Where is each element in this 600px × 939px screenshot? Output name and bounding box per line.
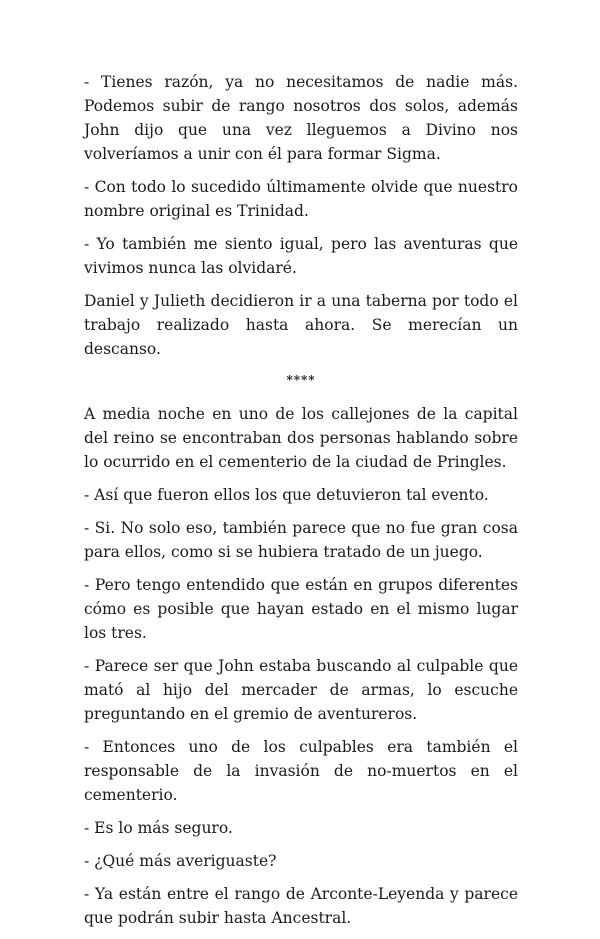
narration-paragraph: A media noche en uno de los callejones de la capital del reino se encontraban dos personas hablando sobre lo ocurrido en el cementerio de la ciudad de Pringles. xyxy=(84,405,518,471)
dialogue-paragraph: - Así que fueron ellos los que detuvieron tal evento. xyxy=(84,486,489,504)
dialogue-paragraph: - Parece ser que John estaba buscando al culpable que mató al hijo del mercader de armas, lo escuche preguntando en el gremio de aventureros. xyxy=(84,657,518,723)
dialogue-paragraph: - Si. No solo eso, también parece que no fue gran cosa para ellos, como si se hubiera tratado de un juego. xyxy=(84,519,518,561)
dialogue-paragraph: - Entonces uno de los culpables era también el responsable de la invasión de no-muertos en el cementerio. xyxy=(84,738,518,804)
dialogue-paragraph: - Pero tengo entendido que están en grupos diferentes cómo es posible que hayan estado en el mismo lugar los tres. xyxy=(84,576,518,642)
dialogue-paragraph: - ¿Qué más averiguaste? xyxy=(84,852,277,870)
book-page xyxy=(84,70,518,939)
dialogue-paragraph: - Ya están entre el rango de Arconte-Leyenda y parece que podrán subir hasta Ancestral. xyxy=(84,885,518,927)
narration-paragraph: Daniel y Julieth decidieron ir a una taberna por todo el trabajo realizado hasta ahora. Se merecían un descanso. xyxy=(84,292,518,358)
dialogue-paragraph: - Con todo lo sucedido últimamente olvide que nuestro nombre original es Trinidad. xyxy=(84,178,518,220)
dialogue-paragraph: - Yo también me siento igual, pero las aventuras que vivimos nunca las olvidaré. xyxy=(84,235,518,277)
dialogue-paragraph: - Es lo más seguro. xyxy=(84,819,233,837)
dialogue-paragraph: - Tienes razón, ya no necesitamos de nadie más. Podemos subir de rango nosotros dos solos, además John dijo que una vez lleguemos a Divino nos volveríamos a unir con él para formar Sigma. xyxy=(84,73,518,163)
scene-break: **** xyxy=(286,373,316,387)
